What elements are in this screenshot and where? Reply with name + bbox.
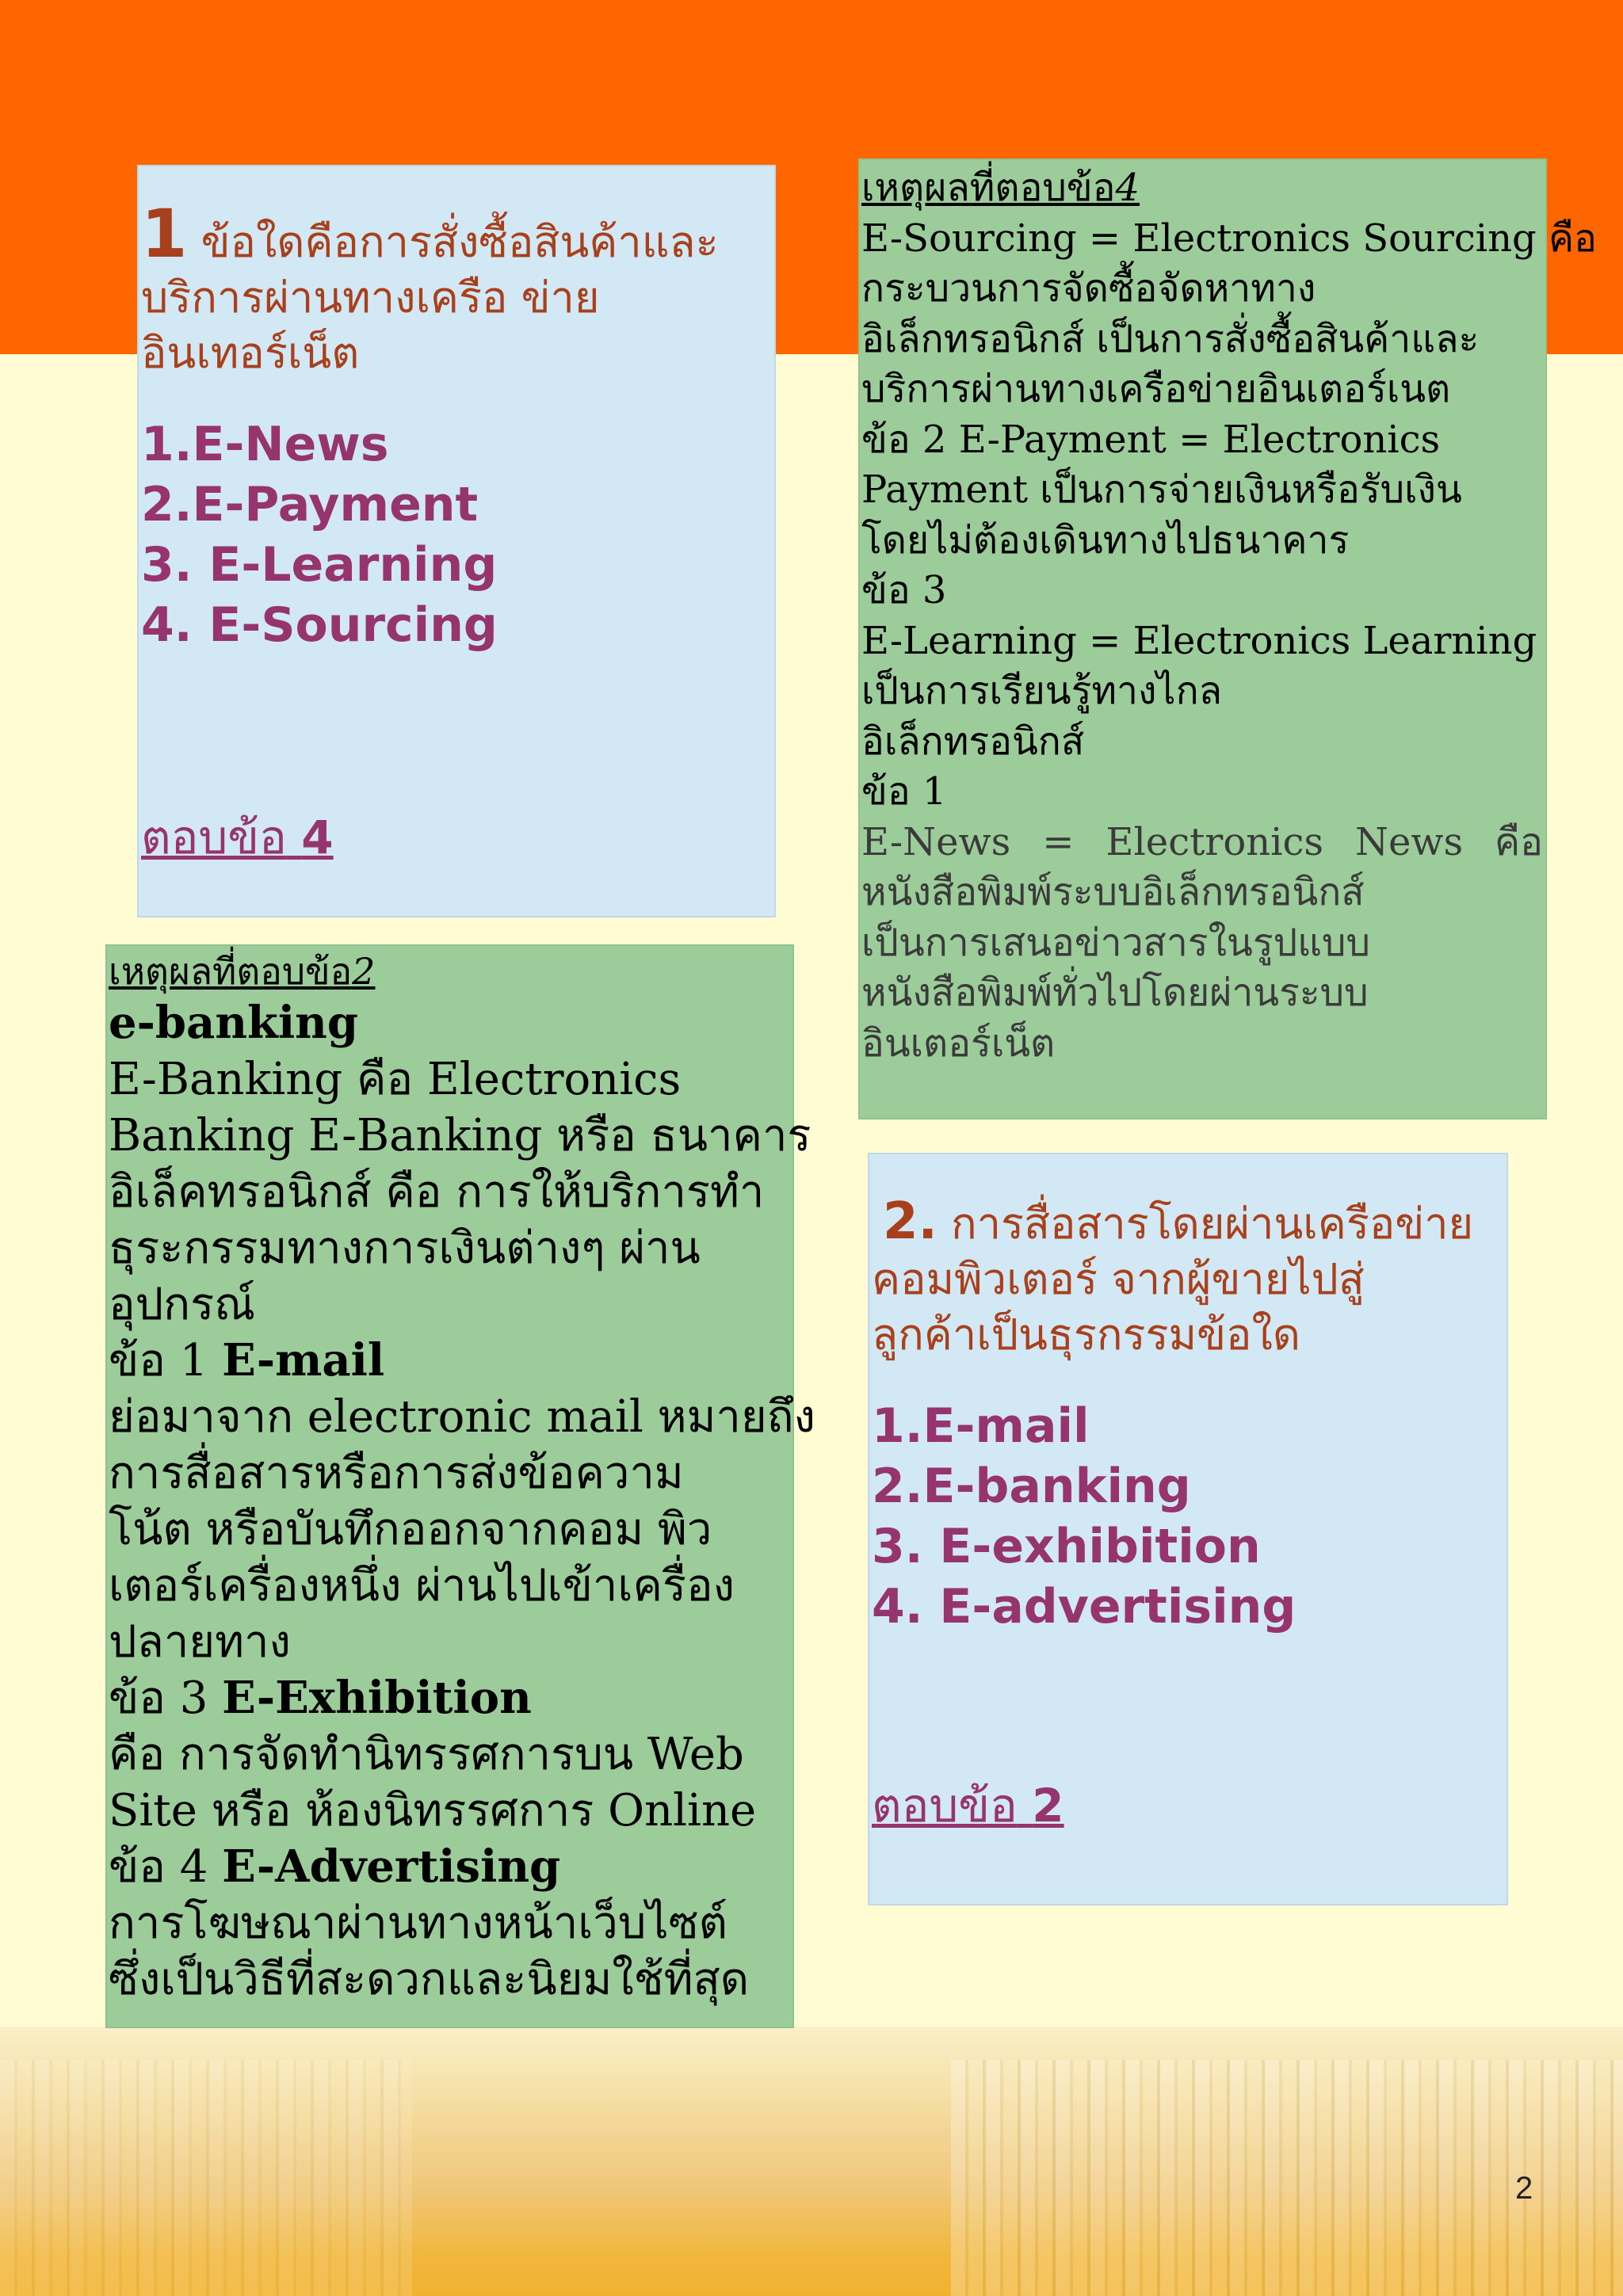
- explanation-heading: เหตุผลที่ตอบข้อ2: [109, 950, 376, 993]
- option-item[interactable]: 1.E-News: [141, 417, 389, 472]
- question-1-answer[interactable]: ตอบข้อ 4: [141, 810, 334, 864]
- answer-2-explanation-box: [105, 944, 815, 2028]
- answer-2-explanation-text: เหตุผลที่ตอบข้อ2 e-banking E-Banking คือ Electronics Banking E-Banking หรือ ธนาคาร อิเล็คทรอนิกส์ คือ การให้บริการทำ ธุระกรรมทางการเงินต่างๆ ผ่าน อุปกรณ์ ข้อ 1 E-mail ย่อมาจาก electronic mail หมายถึง การสื่อสารหรือการส่งข้อความ โน้ต หรือบันทึกออกจากคอม พิว เตอร์เครื่องหนึ่ง ผ่านไปเข้าเครื่อง ปลายทาง ข้อ 3 E-Exhibition คือ การจัดทำนิทรรศการบน Web Site หรือ ห้องนิทรรศการ Online ข้อ 4 E-Advertising การโฆษณาผ่านทางหน้าเว็บไซต์ ซึ่งเป็นวิธีที่สะดวกและนิยมใช้ที่สุด: [109, 948, 790, 2008]
- answer-1-explanation-box: [858, 158, 1597, 1119]
- explanation-heading: เหตุผลที่ตอบข้อ4: [861, 166, 1140, 210]
- option-item[interactable]: 2.E-Payment: [141, 477, 479, 532]
- question-2-box: [868, 1153, 1508, 1905]
- question-1-number: 1: [141, 195, 188, 273]
- bookshelf-decoration-left: [0, 2060, 412, 2296]
- question-2-answer[interactable]: ตอบข้อ 2: [872, 1779, 1064, 1833]
- option-item[interactable]: 4. E-advertising: [872, 1579, 1296, 1634]
- answer-1-explanation-text: เหตุผลที่ตอบข้อ4 E-Sourcing = Electronics Sourcing คือ กระบวนการจัดซื้อจัดหาทาง อิเล็กทรอนิกส์ เป็นการสั่งซื้อสินค้าและ บริการผ่านทางเครือข่ายอินเตอร์เนต ข้อ 2 E-Payment = Electronics Payment เป็นการจ่ายเงินหรือรับเงิน โดยไม่ต้องเดินทางไปธนาคาร ข้อ 3 E-Learning = Electronics Learning เป็นการเรียนรู้ทางไกล อิเล็กทรอนิกส์ ข้อ 1 E-News = Electronics News คือ หนังสือพิมพ์ระบบอิเล็กทรอนิกส์ เป็นการเสนอข่าวสารในรูปแบบ หนังสือพิมพ์ทั่วไปโดยผ่านระบบ อินเตอร์เน็ต: [861, 163, 1543, 1069]
- question-2-options: [872, 1396, 1503, 1637]
- question-1-box: [137, 165, 776, 917]
- option-item[interactable]: 2.E-banking: [872, 1459, 1191, 1514]
- question-1-options: [141, 414, 769, 655]
- question-1-text: 1 ข้อใดคือการสั่งซื้อสินค้าและ บริการผ่านทางเครือ ข่าย อินเทอร์เน็ต: [141, 195, 719, 378]
- e-news-line: E-News = Electronics News คือ: [861, 819, 1543, 864]
- option-item[interactable]: 4. E-Sourcing: [141, 597, 498, 653]
- option-item[interactable]: 1.E-mail: [872, 1398, 1090, 1454]
- option-item[interactable]: 3. E-exhibition: [872, 1519, 1261, 1574]
- question-2-text: 2. การสื่อสารโดยผ่านเครือข่าย คอมพิวเตอร์ จากผู้ขายไปสู่ ลูกค้าเป็นธุรกรรมข้อใด: [872, 1192, 1474, 1360]
- option-item[interactable]: 3. E-Learning: [141, 537, 498, 593]
- question-2-number: 2.: [883, 1192, 938, 1251]
- page-number: 2: [1515, 2171, 1533, 2206]
